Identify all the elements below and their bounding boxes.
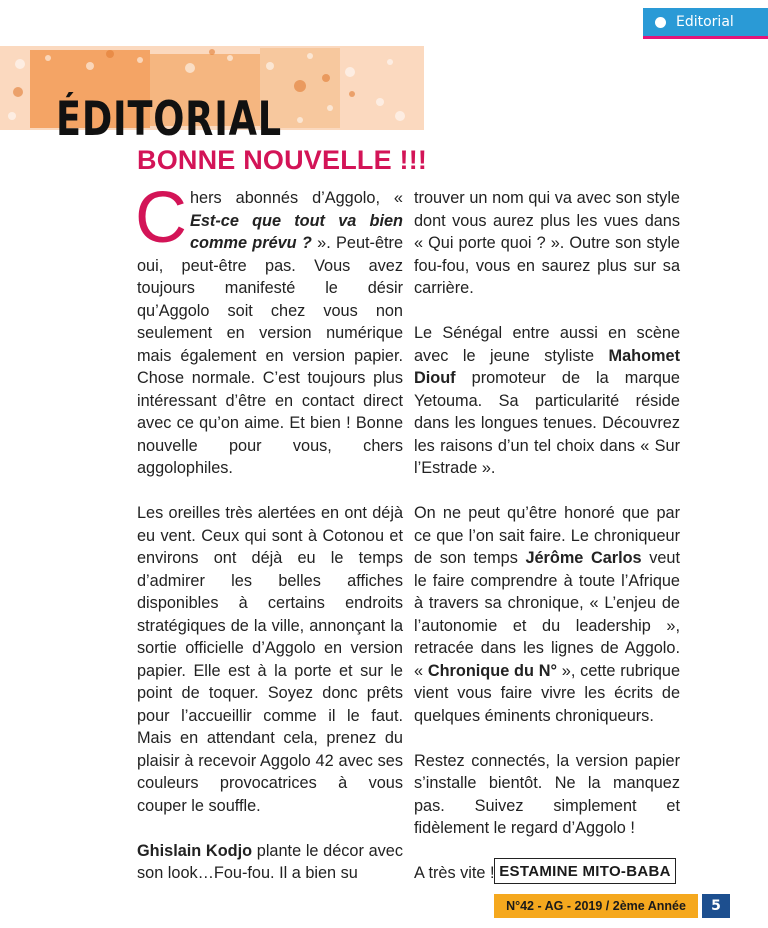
paragraph: trouver un nom qui va avec son style dont vous aurez plus les vues dans « Qui porte quoi ? ». Outre son style fou-fou, vous en saurez plus sur sa carrière. xyxy=(414,189,680,297)
text-run: veut le faire comprendre à toute l’Afrique à travers sa chronique, « L’enjeu de l’autonomie et du leadership », retracée dans les lignes de Aggolo. « xyxy=(414,549,680,680)
paragraph xyxy=(414,502,680,727)
author-signature: ESTAMINE MITO-BABA xyxy=(494,858,676,884)
text-run: On ne peut qu’être honoré que par ce que l’on sait faire. Le chroniqueur de son temps xyxy=(414,504,680,567)
section-tab-label: Editorial xyxy=(676,14,734,30)
paragraph: Restez connectés, la version papier s’installe bientôt. Ne la manquez pas. Suivez simplement et fidèlement le regard d’Aggolo ! xyxy=(414,751,680,837)
editorial-banner xyxy=(0,46,424,147)
text-run: promoteur de la marque Yetouma. Sa particularité réside dans les longues tenues. Découvrez les raisons d’un tel choix dans « Sur l’Estrade ». xyxy=(414,369,680,477)
paragraph xyxy=(137,840,403,885)
paragraph: Les oreilles très alertées en ont déjà eu vent. Ceux qui sont à Cotonou et environs ont déjà eu le temps d’admirer les belles affiches disponibles à certains endroits stratégiques de la ville, annonçant la sortie officielle d’Aggolo en version papier. Elle est à la porte et sur le point de toquer. Soyez donc prêts pour l’accueillir comme il le faut. Mais en attendant cela, prenez du plaisir à recevoir Aggolo 42 avec ses couleurs provocatrices à vous couper le souffle. xyxy=(137,504,403,815)
text-run: plante le décor avec son look…Fou-fou. Il a bien su xyxy=(137,841,403,882)
article-column-left xyxy=(135,178,403,907)
text-run: », cette rubrique vient vous faire vivre les écrits de quelques éminents chroniqueurs. xyxy=(414,661,681,725)
person-name: Mahomet Diouf xyxy=(414,346,680,387)
issue-label: N°42 - AG - 2019 / 2ème Année xyxy=(494,894,698,918)
person-name: Jérôme Carlos xyxy=(525,549,642,567)
drop-cap: C xyxy=(135,178,187,258)
text-run: hers abonnés d’Aggolo, « xyxy=(190,189,403,207)
banner-title: ÉDITORIAL xyxy=(56,92,282,147)
paragraph: A très vite ! xyxy=(414,864,495,882)
text-run: Le Sénégal entre aussi en scène avec le jeune styliste xyxy=(414,324,680,365)
person-name: Ghislain Kodjo xyxy=(137,841,253,860)
emphasis-text: Est-ce que tout va bien comme prévu ? xyxy=(190,211,403,252)
paragraph xyxy=(414,322,680,480)
article-headline: BONNE NOUVELLE !!! xyxy=(137,145,428,175)
paragraph xyxy=(135,178,403,480)
bullet-dot-icon xyxy=(655,17,666,28)
tab-underline xyxy=(643,36,768,39)
section-tab[interactable] xyxy=(643,8,768,36)
rubric-name: Chronique du N° xyxy=(427,661,558,680)
article-column-right xyxy=(414,187,680,907)
text-run: ». Peut-être oui, peut-être pas. Vous avez toujours manifesté le désir qu’Aggolo soit chez vous non seulement en version numérique mais également en version papier. Chose normale. C’est toujours plus intéressant d’être en contact direct avec ce qu’on aime. Et bien ! Bonne nouvelle pour vous, chers aggolophiles. xyxy=(137,234,403,477)
page-number: 5 xyxy=(702,894,730,918)
